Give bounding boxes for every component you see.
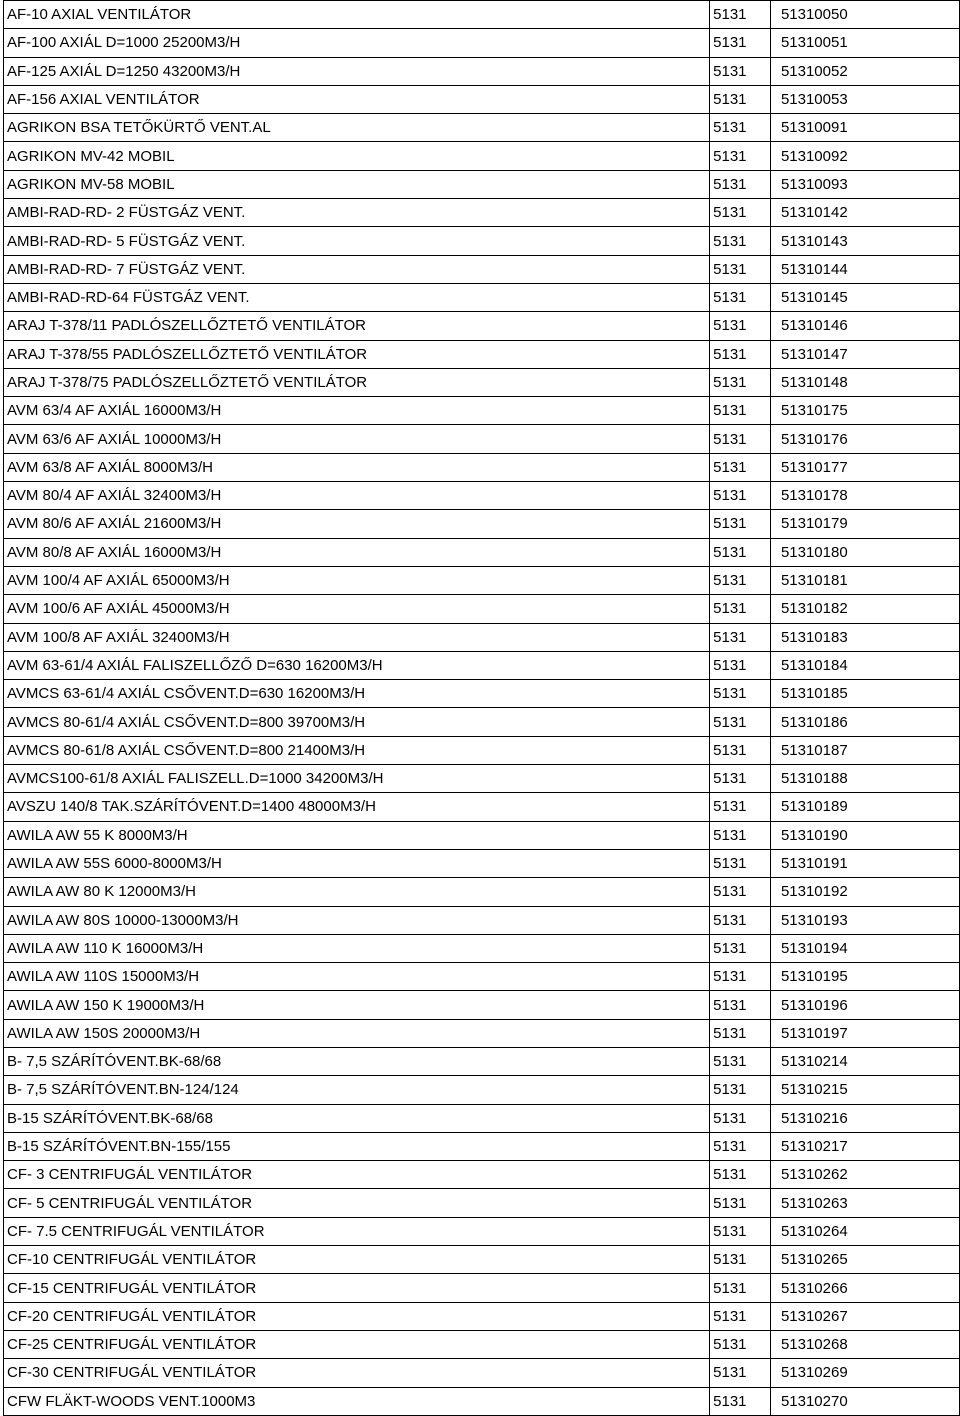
item-id-cell: 51310215: [770, 1076, 959, 1104]
product-name-cell: ARAJ T-378/75 PADLÓSZELLŐZTETŐ VENTILÁTOR: [4, 368, 710, 396]
item-id-cell: 51310194: [770, 934, 959, 962]
product-name-cell: AVM 63-61/4 AXIÁL FALISZELLŐZŐ D=630 16200M3/H: [4, 651, 710, 679]
table-row: [4, 1246, 960, 1274]
product-name-cell: AWILA AW 150 K 19000M3/H: [4, 991, 710, 1019]
product-name-cell: AVM 63/8 AF AXIÁL 8000M3/H: [4, 453, 710, 481]
table-row: [4, 227, 960, 255]
product-name-cell: AF-10 AXIAL VENTILÁTOR: [4, 1, 710, 29]
group-code-cell: 5131: [710, 199, 771, 227]
group-code-cell: 5131: [710, 651, 771, 679]
product-name-cell: CF-25 CENTRIFUGÁL VENTILÁTOR: [4, 1330, 710, 1358]
group-code-cell: 5131: [710, 736, 771, 764]
table-row: [4, 736, 960, 764]
item-id-cell: 51310192: [770, 878, 959, 906]
table-row: [4, 170, 960, 198]
group-code-cell: 5131: [710, 312, 771, 340]
product-name-cell: AVMCS 80-61/4 AXIÁL CSŐVENT.D=800 39700M3/H: [4, 708, 710, 736]
table-row: [4, 991, 960, 1019]
group-code-cell: 5131: [710, 1217, 771, 1245]
group-code-cell: 5131: [710, 849, 771, 877]
item-id-cell: 51310189: [770, 793, 959, 821]
product-name-cell: AMBI-RAD-RD-64 FÜSTGÁZ VENT.: [4, 283, 710, 311]
table-row: [4, 1076, 960, 1104]
group-code-cell: 5131: [710, 1302, 771, 1330]
group-code-cell: 5131: [710, 453, 771, 481]
table-row: [4, 453, 960, 481]
item-id-cell: 51310182: [770, 595, 959, 623]
item-id-cell: 51310268: [770, 1330, 959, 1358]
table-row: [4, 963, 960, 991]
group-code-cell: 5131: [710, 538, 771, 566]
group-code-cell: 5131: [710, 1104, 771, 1132]
product-name-cell: AWILA AW 150S 20000M3/H: [4, 1019, 710, 1047]
table-row: [4, 1302, 960, 1330]
table-row: [4, 85, 960, 113]
group-code-cell: 5131: [710, 1047, 771, 1075]
product-name-cell: CF-20 CENTRIFUGÁL VENTILÁTOR: [4, 1302, 710, 1330]
product-name-cell: AWILA AW 55S 6000-8000M3/H: [4, 849, 710, 877]
table-row: [4, 1217, 960, 1245]
product-name-cell: B-15 SZÁRÍTÓVENT.BK-68/68: [4, 1104, 710, 1132]
product-name-cell: AGRIKON MV-58 MOBIL: [4, 170, 710, 198]
product-name-cell: AF-156 AXIAL VENTILÁTOR: [4, 85, 710, 113]
table-row: [4, 1359, 960, 1387]
table-row: [4, 651, 960, 679]
item-id-cell: 51310179: [770, 510, 959, 538]
table-row: [4, 340, 960, 368]
group-code-cell: 5131: [710, 425, 771, 453]
product-name-cell: B-15 SZÁRÍTÓVENT.BN-155/155: [4, 1132, 710, 1160]
product-name-cell: AVM 100/6 AF AXIÁL 45000M3/H: [4, 595, 710, 623]
group-code-cell: 5131: [710, 1189, 771, 1217]
table-row: [4, 368, 960, 396]
table-row: [4, 510, 960, 538]
product-name-cell: AVM 100/8 AF AXIÁL 32400M3/H: [4, 623, 710, 651]
item-id-cell: 51310051: [770, 29, 959, 57]
table-row: [4, 482, 960, 510]
product-name-cell: B- 7,5 SZÁRÍTÓVENT.BN-124/124: [4, 1076, 710, 1104]
item-id-cell: 51310263: [770, 1189, 959, 1217]
table-row: [4, 878, 960, 906]
product-name-cell: AWILA AW 80S 10000-13000M3/H: [4, 906, 710, 934]
product-name-cell: AF-100 AXIÁL D=1000 25200M3/H: [4, 29, 710, 57]
table-row: [4, 821, 960, 849]
group-code-cell: 5131: [710, 142, 771, 170]
item-id-cell: 51310183: [770, 623, 959, 651]
item-id-cell: 51310217: [770, 1132, 959, 1160]
item-id-cell: 51310190: [770, 821, 959, 849]
product-name-cell: AF-125 AXIÁL D=1250 43200M3/H: [4, 57, 710, 85]
group-code-cell: 5131: [710, 1132, 771, 1160]
product-name-cell: AVM 63/6 AF AXIÁL 10000M3/H: [4, 425, 710, 453]
item-id-cell: 51310197: [770, 1019, 959, 1047]
table-row: [4, 538, 960, 566]
item-id-cell: 51310092: [770, 142, 959, 170]
table-row: [4, 114, 960, 142]
group-code-cell: 5131: [710, 283, 771, 311]
product-name-cell: CF-10 CENTRIFUGÁL VENTILÁTOR: [4, 1246, 710, 1274]
group-code-cell: 5131: [710, 878, 771, 906]
product-name-cell: AMBI-RAD-RD- 2 FÜSTGÁZ VENT.: [4, 199, 710, 227]
product-name-cell: AWILA AW 55 K 8000M3/H: [4, 821, 710, 849]
item-id-cell: 51310196: [770, 991, 959, 1019]
group-code-cell: 5131: [710, 963, 771, 991]
item-id-cell: 51310216: [770, 1104, 959, 1132]
item-id-cell: 51310266: [770, 1274, 959, 1302]
group-code-cell: 5131: [710, 255, 771, 283]
item-id-cell: 51310195: [770, 963, 959, 991]
table-row: [4, 29, 960, 57]
product-table: [3, 0, 960, 1416]
item-id-cell: 51310142: [770, 199, 959, 227]
product-name-cell: AWILA AW 110S 15000M3/H: [4, 963, 710, 991]
item-id-cell: 51310180: [770, 538, 959, 566]
item-id-cell: 51310176: [770, 425, 959, 453]
item-id-cell: 51310091: [770, 114, 959, 142]
table-row: [4, 849, 960, 877]
table-row: [4, 566, 960, 594]
table-row: [4, 934, 960, 962]
item-id-cell: 51310262: [770, 1161, 959, 1189]
product-name-cell: AGRIKON MV-42 MOBIL: [4, 142, 710, 170]
item-id-cell: 51310264: [770, 1217, 959, 1245]
item-id-cell: 51310050: [770, 1, 959, 29]
product-name-cell: AMBI-RAD-RD- 5 FÜSTGÁZ VENT.: [4, 227, 710, 255]
table-row: [4, 199, 960, 227]
group-code-cell: 5131: [710, 1246, 771, 1274]
group-code-cell: 5131: [710, 1019, 771, 1047]
table-row: [4, 765, 960, 793]
item-id-cell: 51310093: [770, 170, 959, 198]
table-row: [4, 595, 960, 623]
item-id-cell: 51310193: [770, 906, 959, 934]
table-row: [4, 1387, 960, 1415]
item-id-cell: 51310148: [770, 368, 959, 396]
product-name-cell: AMBI-RAD-RD- 7 FÜSTGÁZ VENT.: [4, 255, 710, 283]
item-id-cell: 51310188: [770, 765, 959, 793]
item-id-cell: 51310145: [770, 283, 959, 311]
product-name-cell: B- 7,5 SZÁRÍTÓVENT.BK-68/68: [4, 1047, 710, 1075]
group-code-cell: 5131: [710, 85, 771, 113]
product-name-cell: CF- 7.5 CENTRIFUGÁL VENTILÁTOR: [4, 1217, 710, 1245]
group-code-cell: 5131: [710, 708, 771, 736]
group-code-cell: 5131: [710, 368, 771, 396]
group-code-cell: 5131: [710, 1387, 771, 1415]
table-row: [4, 680, 960, 708]
item-id-cell: 51310178: [770, 482, 959, 510]
product-name-cell: ARAJ T-378/11 PADLÓSZELLŐZTETŐ VENTILÁTOR: [4, 312, 710, 340]
group-code-cell: 5131: [710, 1330, 771, 1358]
group-code-cell: 5131: [710, 114, 771, 142]
product-name-cell: AVM 80/6 AF AXIÁL 21600M3/H: [4, 510, 710, 538]
group-code-cell: 5131: [710, 1359, 771, 1387]
group-code-cell: 5131: [710, 1076, 771, 1104]
table-row: [4, 1274, 960, 1302]
item-id-cell: 51310146: [770, 312, 959, 340]
group-code-cell: 5131: [710, 821, 771, 849]
table-row: [4, 397, 960, 425]
item-id-cell: 51310267: [770, 1302, 959, 1330]
group-code-cell: 5131: [710, 623, 771, 651]
group-code-cell: 5131: [710, 595, 771, 623]
product-name-cell: AVMCS 63-61/4 AXIÁL CSŐVENT.D=630 16200M3/H: [4, 680, 710, 708]
product-name-cell: AWILA AW 80 K 12000M3/H: [4, 878, 710, 906]
item-id-cell: 51310265: [770, 1246, 959, 1274]
group-code-cell: 5131: [710, 906, 771, 934]
group-code-cell: 5131: [710, 1, 771, 29]
product-name-cell: CF-15 CENTRIFUGÁL VENTILÁTOR: [4, 1274, 710, 1302]
table-row: [4, 708, 960, 736]
group-code-cell: 5131: [710, 397, 771, 425]
table-row: [4, 1047, 960, 1075]
group-code-cell: 5131: [710, 934, 771, 962]
group-code-cell: 5131: [710, 170, 771, 198]
item-id-cell: 51310175: [770, 397, 959, 425]
item-id-cell: 51310269: [770, 1359, 959, 1387]
group-code-cell: 5131: [710, 566, 771, 594]
table-row: [4, 793, 960, 821]
product-name-cell: ARAJ T-378/55 PADLÓSZELLŐZTETŐ VENTILÁTOR: [4, 340, 710, 368]
table-row: [4, 312, 960, 340]
item-id-cell: 51310270: [770, 1387, 959, 1415]
table-row: [4, 142, 960, 170]
table-row: [4, 1161, 960, 1189]
product-name-cell: AWILA AW 110 K 16000M3/H: [4, 934, 710, 962]
group-code-cell: 5131: [710, 482, 771, 510]
group-code-cell: 5131: [710, 29, 771, 57]
product-name-cell: AVM 80/4 AF AXIÁL 32400M3/H: [4, 482, 710, 510]
product-name-cell: AVM 80/8 AF AXIÁL 16000M3/H: [4, 538, 710, 566]
group-code-cell: 5131: [710, 340, 771, 368]
group-code-cell: 5131: [710, 793, 771, 821]
table-row: [4, 1132, 960, 1160]
group-code-cell: 5131: [710, 1161, 771, 1189]
item-id-cell: 51310187: [770, 736, 959, 764]
item-id-cell: 51310147: [770, 340, 959, 368]
table-row: [4, 1330, 960, 1358]
table-row: [4, 1104, 960, 1132]
table-row: [4, 1019, 960, 1047]
item-id-cell: 51310184: [770, 651, 959, 679]
item-id-cell: 51310053: [770, 85, 959, 113]
product-table-body: [4, 1, 960, 1416]
group-code-cell: 5131: [710, 57, 771, 85]
item-id-cell: 51310214: [770, 1047, 959, 1075]
product-name-cell: AVM 100/4 AF AXIÁL 65000M3/H: [4, 566, 710, 594]
product-name-cell: CF-30 CENTRIFUGÁL VENTILÁTOR: [4, 1359, 710, 1387]
product-name-cell: AVM 63/4 AF AXIÁL 16000M3/H: [4, 397, 710, 425]
item-id-cell: 51310185: [770, 680, 959, 708]
table-row: [4, 283, 960, 311]
product-name-cell: CFW FLÄKT-WOODS VENT.1000M3: [4, 1387, 710, 1415]
group-code-cell: 5131: [710, 991, 771, 1019]
table-row: [4, 1189, 960, 1217]
product-name-cell: AVSZU 140/8 TAK.SZÁRÍTÓVENT.D=1400 48000M3/H: [4, 793, 710, 821]
item-id-cell: 51310052: [770, 57, 959, 85]
group-code-cell: 5131: [710, 1274, 771, 1302]
item-id-cell: 51310191: [770, 849, 959, 877]
group-code-cell: 5131: [710, 227, 771, 255]
group-code-cell: 5131: [710, 680, 771, 708]
table-row: [4, 1, 960, 29]
item-id-cell: 51310144: [770, 255, 959, 283]
item-id-cell: 51310186: [770, 708, 959, 736]
item-id-cell: 51310143: [770, 227, 959, 255]
group-code-cell: 5131: [710, 510, 771, 538]
table-row: [4, 255, 960, 283]
table-row: [4, 425, 960, 453]
table-row: [4, 906, 960, 934]
item-id-cell: 51310181: [770, 566, 959, 594]
group-code-cell: 5131: [710, 765, 771, 793]
product-name-cell: AVMCS 80-61/8 AXIÁL CSŐVENT.D=800 21400M3/H: [4, 736, 710, 764]
item-id-cell: 51310177: [770, 453, 959, 481]
product-name-cell: AVMCS100-61/8 AXIÁL FALISZELL.D=1000 34200M3/H: [4, 765, 710, 793]
table-row: [4, 623, 960, 651]
product-name-cell: CF- 5 CENTRIFUGÁL VENTILÁTOR: [4, 1189, 710, 1217]
table-row: [4, 57, 960, 85]
product-name-cell: CF- 3 CENTRIFUGÁL VENTILÁTOR: [4, 1161, 710, 1189]
product-name-cell: AGRIKON BSA TETŐKÜRTŐ VENT.AL: [4, 114, 710, 142]
